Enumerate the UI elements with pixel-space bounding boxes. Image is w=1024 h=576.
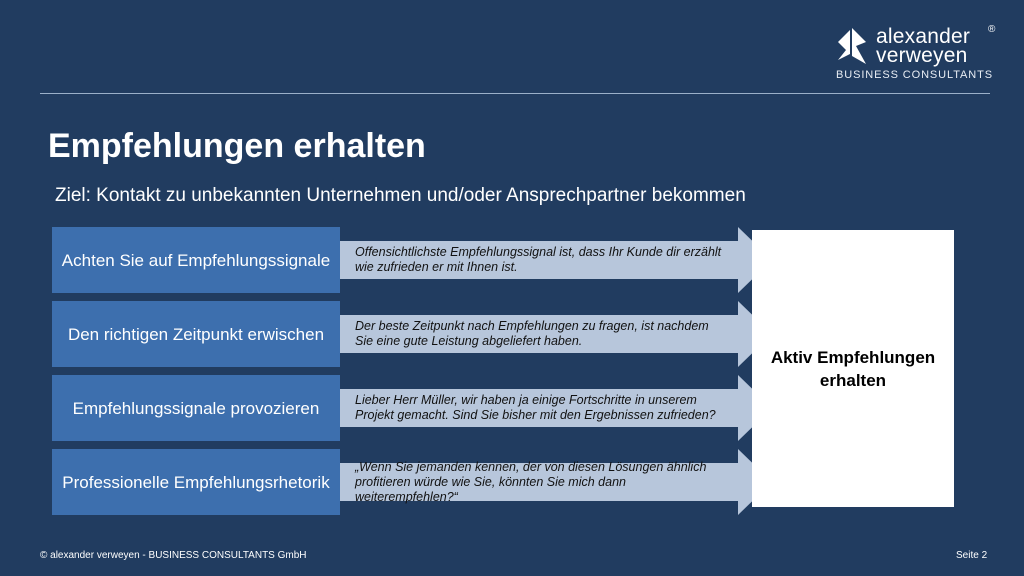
step-description: Offensichtlichste Empfehlungssignal ist, dass Ihr Kunde dir erzählt wie zufrieden er mit Ihnen ist. xyxy=(355,245,722,274)
logo-mark-icon xyxy=(832,26,872,66)
step-row xyxy=(52,301,772,367)
step-label: Den richtigen Zeitpunkt erwischen xyxy=(52,301,340,367)
header-divider xyxy=(40,93,990,94)
footer-copyright: © alexander verweyen - BUSINESS CONSULTANTS GmbH xyxy=(40,550,307,561)
logo-registered-mark: ® xyxy=(988,24,996,35)
step-row xyxy=(52,449,772,515)
step-label: Achten Sie auf Empfehlungssignale xyxy=(52,227,340,293)
result-box: Aktiv Empfehlungen erhalten xyxy=(752,230,954,507)
step-description: Lieber Herr Müller, wir haben ja einige Fortschritte in unserem Projekt gemacht. Sind Sie bisher mit den Ergebnissen zufrieden? xyxy=(355,393,716,422)
logo-tagline: BUSINESS CONSULTANTS xyxy=(836,69,993,81)
logo-name-line1: alexander xyxy=(876,25,971,48)
step-row xyxy=(52,375,772,441)
step-row xyxy=(52,227,772,293)
slide-subtitle: Ziel: Kontakt zu unbekannten Unternehmen und/oder Ansprechpartner bekommen xyxy=(55,185,746,206)
logo-name-line2: verweyen xyxy=(876,44,968,67)
slide-title: Empfehlungen erhalten xyxy=(48,127,426,165)
step-description: Der beste Zeitpunkt nach Empfehlungen zu fragen, ist nachdem Sie eine gute Leistung abgeliefert haben. xyxy=(355,319,709,348)
step-label: Empfehlungssignale provozieren xyxy=(52,375,340,441)
page-number: Seite 2 xyxy=(956,550,988,561)
step-label: Professionelle Empfehlungsrhetorik xyxy=(52,449,340,515)
company-logo xyxy=(832,26,1002,84)
step-description: „Wenn Sie jemanden kennen, der von diesen Lösungen ähnlich profitieren würde wie Sie, könnten Sie mich dann weiterempfehlen?“ xyxy=(355,459,707,504)
